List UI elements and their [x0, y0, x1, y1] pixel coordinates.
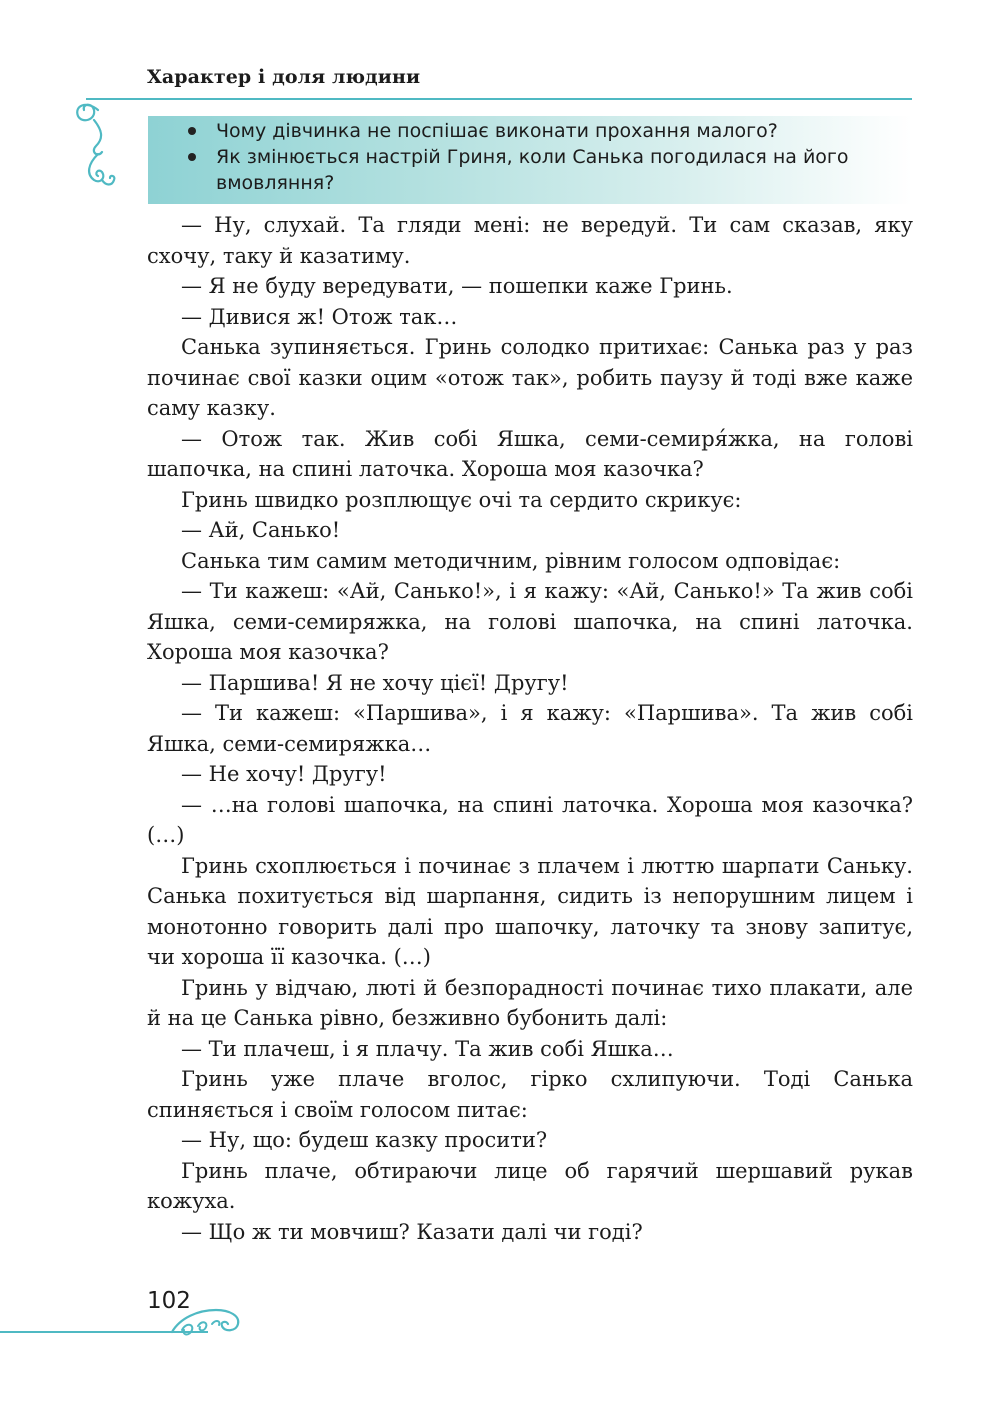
question-item	[188, 144, 888, 196]
paragraph: — Що ж ти мовчиш? Казати далі чи годі?	[181, 1219, 643, 1244]
questions-box	[148, 116, 912, 204]
paragraph: Санька тим самим методичним, рівним голосом одповідає:	[181, 548, 841, 573]
paragraph: Гринь плаче, обтираючи лице об гарячий шершавий рукав кожуха.	[147, 1158, 913, 1213]
swirl-ornament-icon	[168, 1296, 248, 1340]
paragraph: Гринь схоплюється і починає з плачем і люттю шарпати Саньку. Санька похитується від шарпання, сидить із непорушним лицем і монотонно говорить далі про шапочку, латочку та знову запитує, чи хороша її казочка. (…)	[147, 853, 913, 969]
story-text	[147, 210, 913, 1247]
bullet-icon	[188, 153, 196, 161]
paragraph: — Паршива! Я не хочу цієї! Другу!	[181, 670, 569, 695]
questions-list	[188, 118, 888, 196]
paragraph: Гринь у відчаю, люті й безпорадності починає тихо плакати, але й на це Санька рівно, безживно бубонить далі:	[147, 975, 913, 1030]
bullet-icon	[188, 127, 196, 135]
section-title: Характер і доля людини	[147, 66, 421, 88]
paragraph: Санька зупиняється. Гринь солодко притихає: Санька раз у раз починає свої казки оцим «отож так», робить паузу й тоді вже каже саму казку.	[147, 335, 913, 420]
header-divider	[86, 98, 912, 100]
paragraph: — Не хочу! Другу!	[181, 762, 387, 786]
paragraph: Гринь швидко розплющує очі та сердито скрикує:	[181, 487, 742, 512]
paragraph: — …на голові шапочка, на спині латочка. Хороша моя казочка? (…)	[147, 792, 913, 847]
paragraph: — Дивися ж! Отож так…	[181, 304, 458, 329]
paragraph: — Ти плачеш, і я плачу. Та жив собі Яшка…	[181, 1036, 674, 1061]
paragraph: — Ти кажеш: «Паршива», і я кажу: «Паршива». Та жив собі Яшка, семи-семиряжка…	[147, 701, 913, 756]
paragraph: — Ну, слухай. Та гляди мені: не вередуй. Ти сам сказав, яку схочу, таку й казатиму.	[147, 213, 913, 268]
paragraph: — Ай, Санько!	[181, 518, 341, 542]
page-number: 102	[147, 1288, 191, 1314]
paragraph: — Ти кажеш: «Ай, Санько!», і я кажу: «Ай, Санько!» Та жив собі Яшка, семи-семиряжка, на голові шапочка, на спині латочка. Хороша моя казочка?	[147, 579, 913, 664]
question-item	[188, 118, 888, 144]
paragraph: — Я не буду вередувати, — пошепки каже Гринь.	[181, 274, 733, 298]
question-text: Чому дівчинка не поспішає виконати прохання малого?	[216, 120, 778, 142]
paragraph: Гринь уже плаче вголос, гірко схлипуючи. Тоді Санька спиняється і своїм голосом питає:	[147, 1067, 913, 1122]
paragraph: — Отож так. Жив собі Яшка, семи-семиря́жка, на голові шапочка, на спині латочка. Хороша моя казочка?	[147, 426, 913, 481]
question-text: Як змінюється настрій Гриня, коли Санька погодилася на його вмовляння?	[216, 146, 849, 194]
paragraph: — Ну, що: будеш казку просити?	[181, 1128, 548, 1152]
swirl-ornament-icon	[68, 90, 128, 200]
